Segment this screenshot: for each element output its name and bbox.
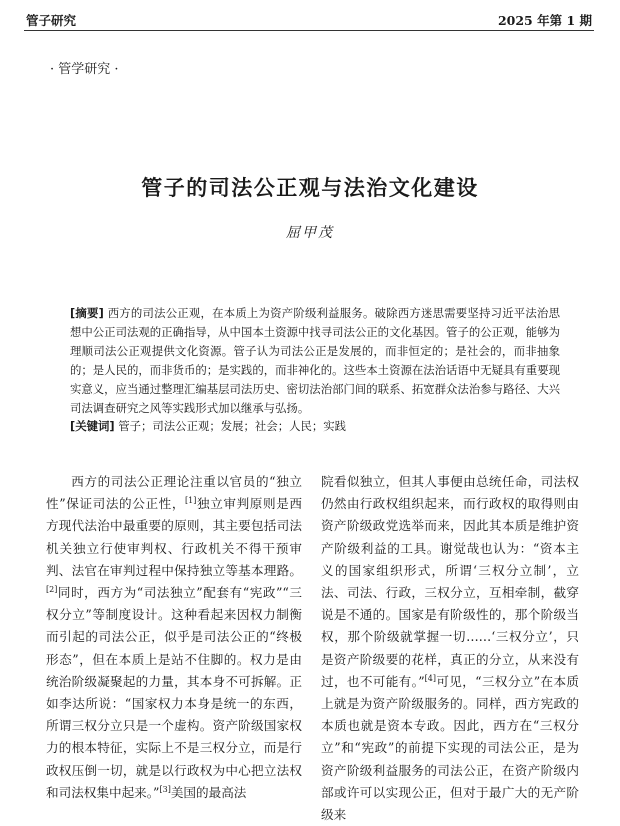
- footnote-ref[interactable]: [3]: [159, 784, 171, 794]
- article-author: 屈甲茂: [286, 225, 334, 241]
- body-column-right: [321, 471, 579, 826]
- body-text: 美国的最高法: [170, 784, 247, 800]
- keywords: [70, 417, 560, 436]
- footnote-ref[interactable]: [1]: [185, 496, 197, 506]
- journal-name: 管子研究: [26, 13, 77, 28]
- body-paragraph: [321, 471, 579, 826]
- abstract-label: [摘要]: [70, 306, 104, 320]
- footnote-ref[interactable]: [2]: [46, 584, 58, 594]
- body-column-left: [46, 471, 302, 804]
- body-text: 独立审判原则是西方现代法治中最重要的原则，其主要包括司法机关独立行使审判权、行政机关不得干预审判、法官在审判过程中保持独立等基本理路。: [46, 496, 302, 578]
- body-text: 可见，“三权分立”在本质上就是为资产阶级服务的。同样，西方宪政的本质也就是资本专政。因此，西方在“三权分立”和“宪政”的前提下实现的司法公正，是为资产阶级利益服务的司法公正，在资产阶级内部或许可以实现公正，但对于最广大的无产阶级来: [321, 673, 579, 823]
- keywords-label: [关键词]: [70, 419, 115, 433]
- footnote-ref[interactable]: [4]: [424, 673, 437, 683]
- running-head: [24, 8, 594, 31]
- keywords-text: 管子；司法公正观；发展；社会；人民；实践: [118, 419, 347, 433]
- body-paragraph: [46, 471, 302, 804]
- abstract-text: 西方的司法公正观，在本质上为资产阶级利益服务。破除西方迷思需要坚持习近平法治思想中公正司法观的正确指导，从中国本土资源中找寻司法公正的文化基因。管子的公正观，能够为理顺司法公正观提供文化资源。管子认为司法公正是发展的，而非恒定的；是社会的，而非抽象的；是人民的，而非货币的；是实践的，而非神化的。这些本土资源在法治话语中无疑具有重要现实意义，应当通过整理汇编基层司法历史、密切法治部门间的联系、拓宽群众法治参与路径、大兴司法调查研究之风等实践形式加以继承与弘扬。: [70, 306, 560, 415]
- article-title: 管子的司法公正观与法治文化建设: [141, 175, 479, 200]
- body-text: 西方的司法公正理论注重以官员的“独立性”保证司法的公正性，: [46, 474, 302, 512]
- body-text: 同时，西方为“司法独立”配套有“宪政”“三权分立”等制度设计。这种看起来因权力制衡而引起的司法公正，似乎是司法公正的“终极形态”，但在本质上是站不住脚的。权力是由统治阶级凝聚起的力量，其本身不可拆解。正如李达所说：“国家权力本身是统一的东西，所谓三权分立只是一个虚构。资产阶级国家权力的根本特征，实际上不是三权分立，而是行政权压倒一切，就是以行政权为中心把立法权和司法权集中起来。”: [46, 585, 302, 800]
- issue-label: 2025 年第 1 期: [497, 13, 592, 28]
- column-tag: · 管学研究 ·: [50, 62, 119, 77]
- body-text: 院看似独立，但其人事便由总统任命，司法权仍然由行政权组织起来，而行政权的取得则由资产阶级政党选举而来，因此其本质是维护资产阶级利益的工具。谢觉哉也认为：“资本主义的国家组织形式，所谓‘三权分立制’，立法、司法、行政，三权分立，互相牵制，截穿说是不通的。国家是有阶级性的，那个阶级当权，那个阶级就掌握一切……‘三权分立’，只是资产阶级要的花样，真正的分立，从来没有过，也不可能有。”: [321, 474, 579, 689]
- abstract: [70, 304, 560, 418]
